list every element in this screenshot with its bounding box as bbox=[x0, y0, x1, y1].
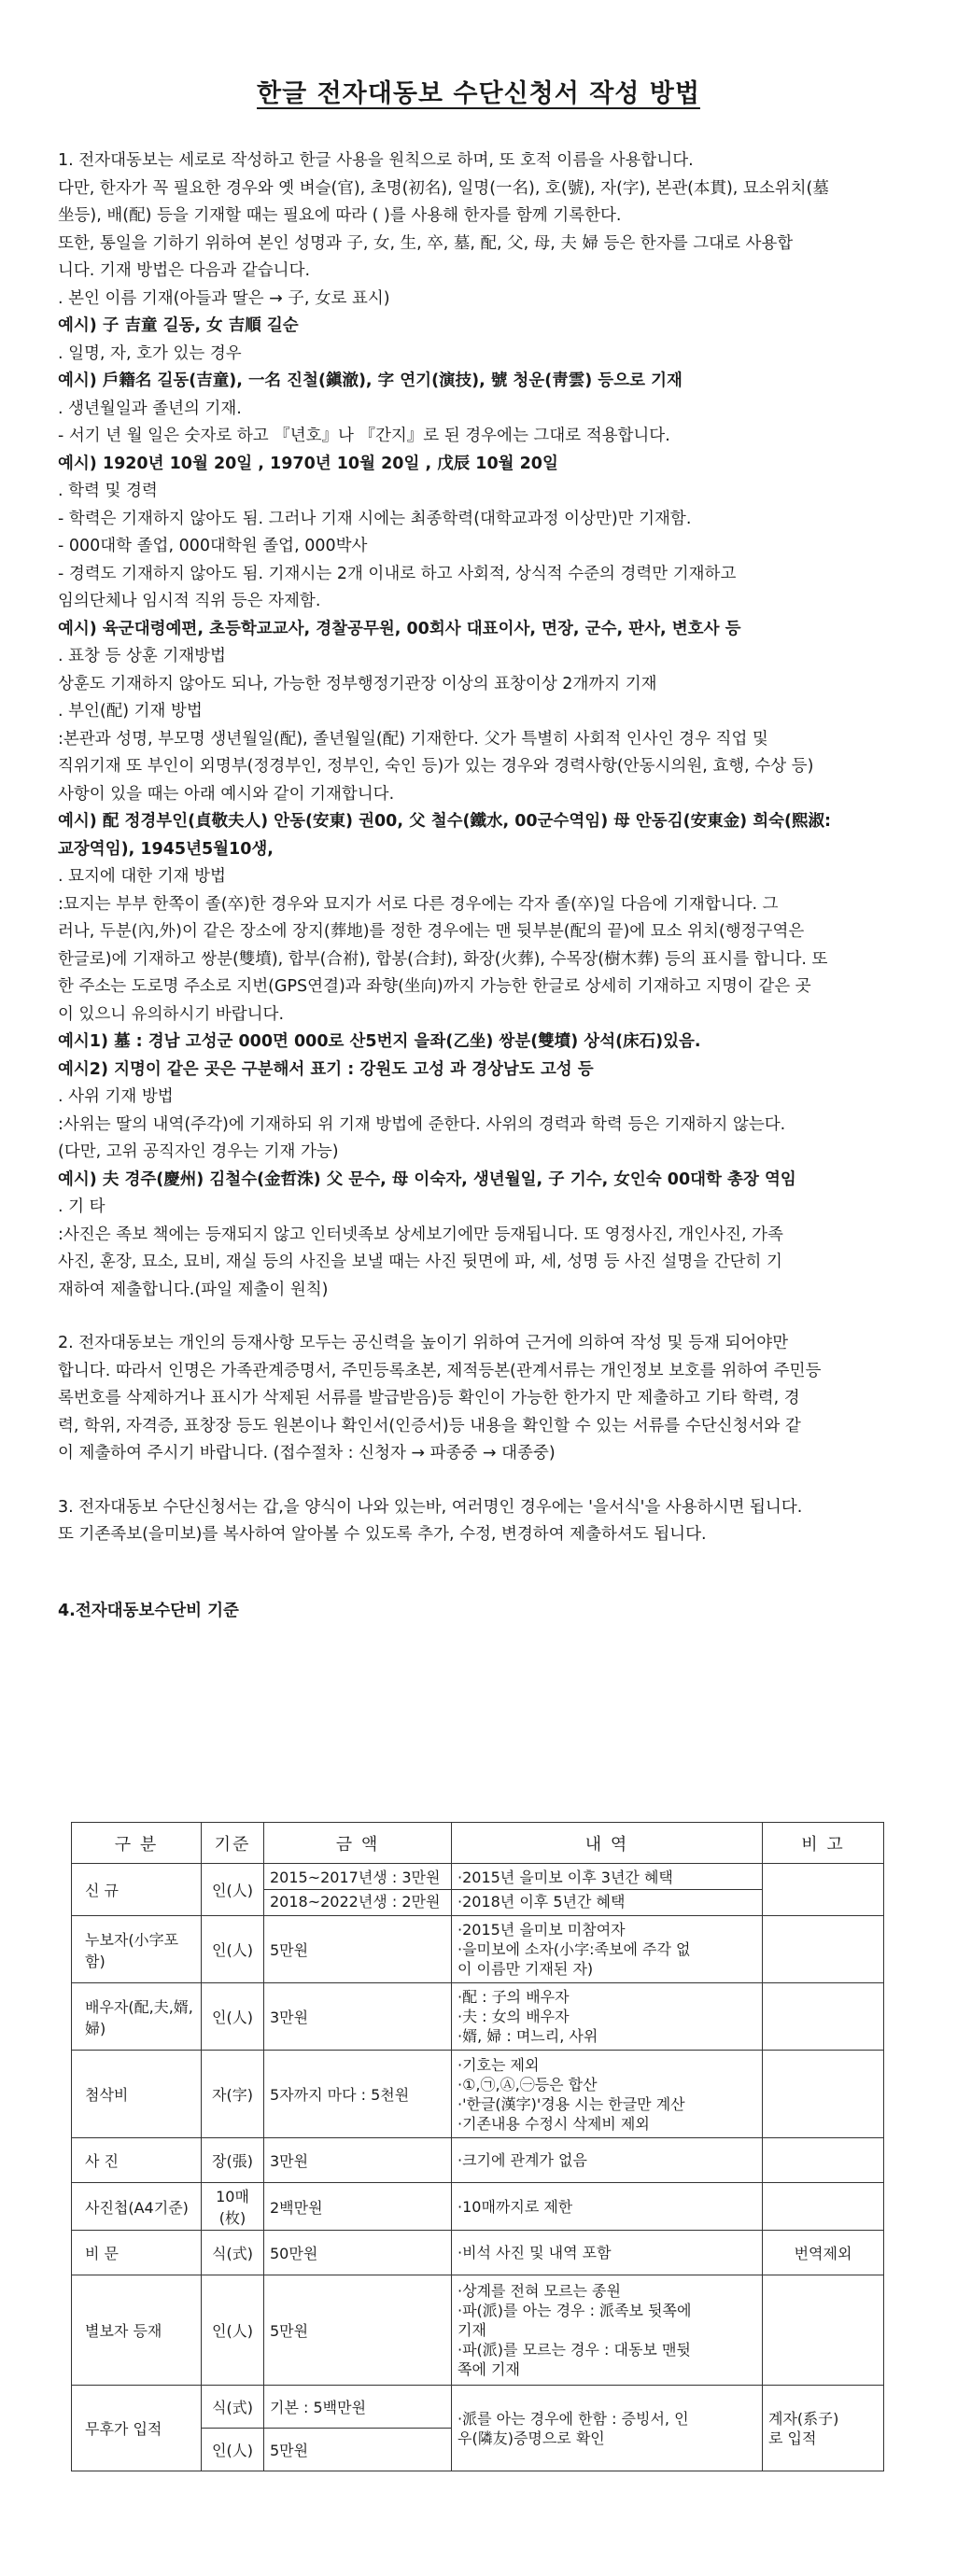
text-line: 사항이 있을 때는 아래 예시와 같이 기재합니다. bbox=[58, 784, 395, 804]
cell-note bbox=[763, 2051, 884, 2138]
fee-table bbox=[71, 1822, 884, 2471]
text-line: - 000대학 졸업, 000대학원 졸업, 000박사 bbox=[58, 537, 368, 555]
detail-line: ·婿, 婦 : 며느리, 사위 bbox=[457, 2027, 598, 2045]
section-4-title: 4.전자대동보수단비 기준 bbox=[58, 1601, 239, 1620]
detail-line: 쪽에 기재 bbox=[457, 2360, 520, 2378]
page-title: 한글 전자대동보 수단신청서 작성 방법 bbox=[257, 79, 700, 108]
table-row bbox=[72, 2138, 884, 2183]
text-line: . 부인(配) 기재 방법 bbox=[58, 702, 203, 721]
table-row bbox=[72, 2275, 884, 2386]
text-line: 또 기존족보(을미보)를 복사하여 알아볼 수 있도록 추가, 수정, 변경하여 제출하셔도 됩니다. bbox=[58, 1525, 707, 1544]
header-detail: 내 역 bbox=[452, 1823, 763, 1864]
cell-unit: 인(人) bbox=[202, 1916, 264, 1983]
detail-line: ·配 : 子의 배우자 bbox=[457, 1988, 570, 2006]
detail-line: ·상계를 전혀 모르는 종원 bbox=[457, 2282, 621, 2300]
text-line: . 본인 이름 기재(아들과 딸은 → 子, 女로 표시) bbox=[58, 288, 390, 308]
table-row bbox=[72, 1916, 884, 1983]
text-line: - 경력도 기재하지 않아도 됨. 기재시는 2개 이내로 하고 사회적, 상식적 수준의 경력만 기재하고 bbox=[58, 564, 737, 583]
detail-line: ·2018년 이후 5년간 혜택 bbox=[457, 1893, 626, 1911]
spacer bbox=[58, 1549, 898, 1574]
cell-category: 첨삭비 bbox=[72, 2051, 202, 2138]
cell-amount: 5자까지 마다 : 5천원 bbox=[264, 2051, 452, 2138]
cell-category: 신 규 bbox=[72, 1864, 202, 1916]
text-line: 한 주소는 도로명 주소로 지번(GPS연결)과 좌향(坐向)까지 가능한 한글로 상세히 기재하고 지명이 같은 곳 bbox=[58, 977, 811, 996]
cell-note bbox=[763, 1916, 884, 1983]
cell-category: 배우자(配,夫,婿,婦) bbox=[72, 1983, 202, 2051]
cell-amount: 5만원 bbox=[264, 1916, 452, 1983]
cell-unit: 장(張) bbox=[202, 2138, 264, 2183]
text-line: 坐등), 배(配) 등을 기재할 때는 필요에 따라 ( )를 사용해 한자를 함께 기록한다. bbox=[58, 206, 622, 225]
detail-line: ·夫 : 女의 배우자 bbox=[457, 2008, 570, 2025]
header-note: 비 고 bbox=[763, 1823, 884, 1864]
example-line: 예시2) 지명이 같은 곳은 구분해서 표기 : 강원도 고성 과 경상남도 고성 등 bbox=[58, 1059, 594, 1079]
text-line: 니다. 기재 방법은 다음과 같습니다. bbox=[58, 261, 311, 280]
example-line: 예시) 1920년 10월 20일 , 1970년 10월 20일 , 戊辰 10월 20일 bbox=[58, 454, 558, 473]
text-line: 합니다. 따라서 인명은 가족관계증명서, 주민등록초본, 제적등본(관계서류는 개인정보 보호를 위하여 주민등 bbox=[58, 1361, 822, 1380]
cell-amount: 3만원 bbox=[264, 1983, 452, 2051]
example-line: 교장역임), 1945년5월10생, bbox=[58, 839, 274, 859]
example-line: 예시) 配 정경부인(貞敬夫人) 안동(安東) 권00, 父 철수(鐵水, 00군수역임) 母 안동김(安東金) 희숙(熙淑: bbox=[58, 812, 832, 831]
header-category: 구 분 bbox=[72, 1823, 202, 1864]
cell-amount: 2백만원 bbox=[264, 2183, 452, 2231]
cell-note bbox=[763, 2138, 884, 2183]
text-line: 이 있으니 유의하시기 바랍니다. bbox=[58, 1004, 285, 1024]
detail-line: ·派를 아는 경우에 한함 : 증빙서, 인 bbox=[457, 2409, 689, 2428]
text-line: 사진, 훈장, 묘소, 묘비, 재실 등의 사진을 보낼 때는 사진 뒷면에 파, 세, 성명 등 사진 설명을 간단히 기 bbox=[58, 1253, 782, 1271]
example-line: 예시) 夫 경주(慶州) 김철수(金哲洙) 父 문수, 母 이숙자, 생년월일, 子 기수, 女인숙 00대학 총장 역임 bbox=[58, 1169, 796, 1189]
cell-detail bbox=[452, 2051, 763, 2138]
cell-detail bbox=[452, 2138, 763, 2183]
example-line: 예시1) 墓 : 경남 고성군 000면 000로 산5번지 을좌(乙坐) 쌍분(雙墳) 상석(床石)있음. bbox=[58, 1032, 701, 1051]
cell-category: 누보자(小字포함) bbox=[72, 1916, 202, 1983]
text-line: 러나, 두분(內,外)이 같은 장소에 장지(葬地)를 정한 경우에는 맨 뒷부분(配의 끝)에 묘소 위치(행정구역은 bbox=[58, 922, 805, 941]
detail-line: ·기존내용 수정시 삭제비 제외 bbox=[457, 2114, 650, 2133]
amount-line: 2015~2017년생 : 3만원 bbox=[264, 1866, 451, 1890]
cell-category: 사진첩(A4기준) bbox=[72, 2183, 202, 2231]
text-line: 력, 학위, 자격증, 표창장 등도 원본이나 확인서(인증서)등 내용을 확인할 수 있는 서류를 수단신청서와 같 bbox=[58, 1416, 801, 1435]
detail-line: ·파(派)를 모르는 경우 : 대동보 맨뒷 bbox=[457, 2341, 691, 2359]
cell-amount: 기본 : 5백만원 bbox=[264, 2386, 452, 2429]
text-line: . 표창 등 상훈 기재방법 bbox=[58, 647, 226, 665]
example-line: 예시) 육군대령예편, 초등학교교사, 경찰공무원, 00회사 대표이사, 면장, 군수, 판사, 변호사 등 bbox=[58, 619, 741, 638]
table-header-row bbox=[72, 1823, 884, 1864]
detail-line: 우(隣友)증명으로 확인 bbox=[457, 2429, 605, 2447]
text-line: 록번호를 삭제하거나 표시가 삭제된 서류를 발급받음)등 확인이 가능한 한가지 만 제출하고 기타 학력, 경 bbox=[58, 1389, 800, 1407]
table-row bbox=[72, 2183, 884, 2231]
detail-line: ·크기에 관계가 없음 bbox=[457, 2151, 587, 2169]
text-line: . 기 타 bbox=[58, 1197, 106, 1216]
cell-detail bbox=[452, 2183, 763, 2231]
cell-category: 비 문 bbox=[72, 2231, 202, 2275]
detail-line: 기재 bbox=[457, 2321, 486, 2339]
table-row bbox=[72, 1864, 884, 1916]
text-line: . 일명, 자, 호가 있는 경우 bbox=[58, 343, 242, 363]
detail-line: ·비석 사진 및 내역 포함 bbox=[457, 2244, 612, 2261]
table-row bbox=[72, 2051, 884, 2138]
detail-line: ·기호는 제외 bbox=[457, 2055, 540, 2074]
text-line: 상훈도 기재하지 않아도 되나, 가능한 정부행정기관장 이상의 표창이상 2개까지 기재 bbox=[58, 674, 657, 693]
detail-line: ·을미보에 소자(小字:족보에 주각 없 bbox=[457, 1940, 691, 1958]
text-line: 3. 전자대동보 수단신청서는 갑,을 양식이 나와 있는바, 여러명인 경우에는 '을서식'을 사용하시면 됩니다. bbox=[58, 1497, 803, 1517]
detail-line: 이 이름만 기재된 자) bbox=[457, 1960, 594, 1978]
spacer bbox=[58, 1574, 898, 1598]
text-line: 1. 전자대동보는 세로로 작성하고 한글 사용을 원칙으로 하며, 또 호적 이름을 사용합니다. bbox=[58, 151, 694, 170]
text-line: :사진은 족보 책에는 등재되지 않고 인터넷족보 상세보기에만 등재됩니다. 또 영정사진, 개인사진, 가족 bbox=[58, 1225, 783, 1244]
text-line: 이 제출하여 주시기 바랍니다. (접수절차 : 신청자 → 파종중 → 대종중) bbox=[58, 1444, 556, 1463]
example-line: 예시) 戶籍名 길동(吉童), 一名 진철(鎭澈), 字 연기(演技), 號 청운(靑雲) 등으로 기재 bbox=[58, 371, 683, 390]
spacer bbox=[58, 1304, 898, 1330]
cell-category: 무후가 입적 bbox=[72, 2386, 202, 2471]
cell-unit: 10매(枚) bbox=[202, 2183, 264, 2231]
cell-unit: 식(式) bbox=[202, 2231, 264, 2275]
table-row bbox=[72, 2231, 884, 2275]
text-line: - 서기 년 월 일은 숫자로 하고 『년호』나 『간지』로 된 경우에는 그대로 적용합니다. bbox=[58, 427, 670, 445]
detail-line: ·2015년 을미보 이후 3년간 혜택 bbox=[452, 1866, 762, 1890]
text-line: 임의단체나 임시적 직위 등은 자제함. bbox=[58, 592, 321, 610]
text-line: . 사위 기재 방법 bbox=[58, 1087, 174, 1106]
text-line: 다만, 한자가 꼭 필요한 경우와 옛 벼슬(官), 초명(初名), 일명(一名), 호(號), 자(字), 본관(本貫), 묘소위치(墓 bbox=[58, 178, 829, 198]
note-line: 계자(系子) bbox=[768, 2409, 839, 2428]
note-line: 로 입적 bbox=[768, 2429, 817, 2447]
text-line: . 생년월일과 졸년의 기재. bbox=[58, 399, 242, 418]
example-line: 예시) 子 吉童 길동, 女 吉順 길순 bbox=[58, 316, 299, 335]
cell-amount: 3만원 bbox=[264, 2138, 452, 2183]
text-line: :사위는 딸의 내역(주각)에 기재하되 위 기재 방법에 준한다. 사위의 경력과 학력 등은 기재하지 않는다. bbox=[58, 1114, 786, 1134]
text-line: (다만, 고위 공직자인 경우는 기재 가능) bbox=[58, 1142, 339, 1161]
detail-line: ·파(派)를 아는 경우 : 派족보 뒷쪽에 bbox=[457, 2302, 692, 2319]
cell-unit: 인(人) bbox=[202, 1983, 264, 2051]
cell-note bbox=[763, 2275, 884, 2386]
cell-unit: 자(字) bbox=[202, 2051, 264, 2138]
cell-detail bbox=[452, 2231, 763, 2275]
text-line: :본관과 성명, 부모명 생년월일(配), 졸년월일(配) 기재한다. 父가 특별히 사회적 인사인 경우 직업 및 bbox=[58, 729, 768, 749]
cell-category: 사 진 bbox=[72, 2138, 202, 2183]
table-row bbox=[72, 2386, 884, 2429]
text-line: 2. 전자대동보는 개인의 등재사항 모두는 공신력을 높이기 위하여 근거에 의하여 작성 및 등재 되어야만 bbox=[58, 1334, 789, 1352]
cell-unit: 인(人) bbox=[202, 2429, 264, 2471]
cell-amount: 5만원 bbox=[264, 2429, 452, 2471]
detail-line: ·①,㉠,Ⓐ,㊀등은 합산 bbox=[457, 2075, 598, 2093]
cell-detail bbox=[452, 2275, 763, 2386]
cell-amount: 5만원 bbox=[264, 2275, 452, 2386]
text-line: . 묘지에 대한 기재 방법 bbox=[58, 867, 226, 886]
instruction-body bbox=[58, 147, 898, 1624]
table-row bbox=[72, 1983, 884, 2051]
text-line: . 학력 및 경력 bbox=[58, 482, 158, 500]
text-line: 재하여 제출합니다.(파일 제출이 원칙) bbox=[58, 1280, 329, 1299]
text-line: :묘지는 부부 한쪽이 졸(卒)한 경우와 묘지가 서로 다른 경우에는 각자 졸(卒)일 다음에 기재합니다. 그 bbox=[58, 894, 779, 914]
detail-line: ·2015년 을미보 미참여자 bbox=[457, 1921, 626, 1939]
cell-note bbox=[763, 1983, 884, 2051]
cell-unit: 인(人) bbox=[202, 1864, 264, 1916]
cell-note bbox=[763, 1864, 884, 1916]
cell-detail bbox=[452, 1916, 763, 1983]
text-line: 직위기재 또 부인이 외명부(정경부인, 정부인, 숙인 등)가 있는 경우와 경력사항(안동시의원, 효행, 수상 등) bbox=[58, 757, 814, 776]
cell-note bbox=[763, 2183, 884, 2231]
spacer bbox=[58, 1468, 898, 1494]
detail-line: ·'한글(漢字)'경용 시는 한글만 계산 bbox=[457, 2094, 685, 2113]
header-amount: 금 액 bbox=[264, 1823, 452, 1864]
header-unit: 기준 bbox=[202, 1823, 264, 1864]
cell-category: 별보자 등재 bbox=[72, 2275, 202, 2386]
text-line: 또한, 통일을 기하기 위하여 본인 성명과 子, 女, 生, 卒, 墓, 配, 父, 母, 夫 婦 등은 한자를 그대로 사용합 bbox=[58, 233, 794, 253]
cell-amount bbox=[264, 1864, 452, 1916]
cell-detail bbox=[452, 1864, 763, 1916]
cell-detail bbox=[452, 2386, 763, 2471]
amount-line: 2018~2022년생 : 2만원 bbox=[270, 1893, 441, 1911]
cell-detail bbox=[452, 1983, 763, 2051]
cell-note bbox=[763, 2386, 884, 2471]
cell-unit: 인(人) bbox=[202, 2275, 264, 2386]
cell-note: 번역제외 bbox=[763, 2231, 884, 2275]
text-line: - 학력은 기재하지 않아도 됨. 그러나 기재 시에는 최종학력(대학교과정 이상만)만 기재함. bbox=[58, 509, 692, 528]
detail-line: ·10매까지로 제한 bbox=[457, 2197, 573, 2216]
cell-unit: 식(式) bbox=[202, 2386, 264, 2429]
text-line: 한글로)에 기재하고 쌍분(雙墳), 합부(合祔), 합봉(合封), 화장(火葬), 수목장(樹木葬) 등의 표시를 합니다. 또 bbox=[58, 949, 828, 969]
cell-amount: 50만원 bbox=[264, 2231, 452, 2275]
